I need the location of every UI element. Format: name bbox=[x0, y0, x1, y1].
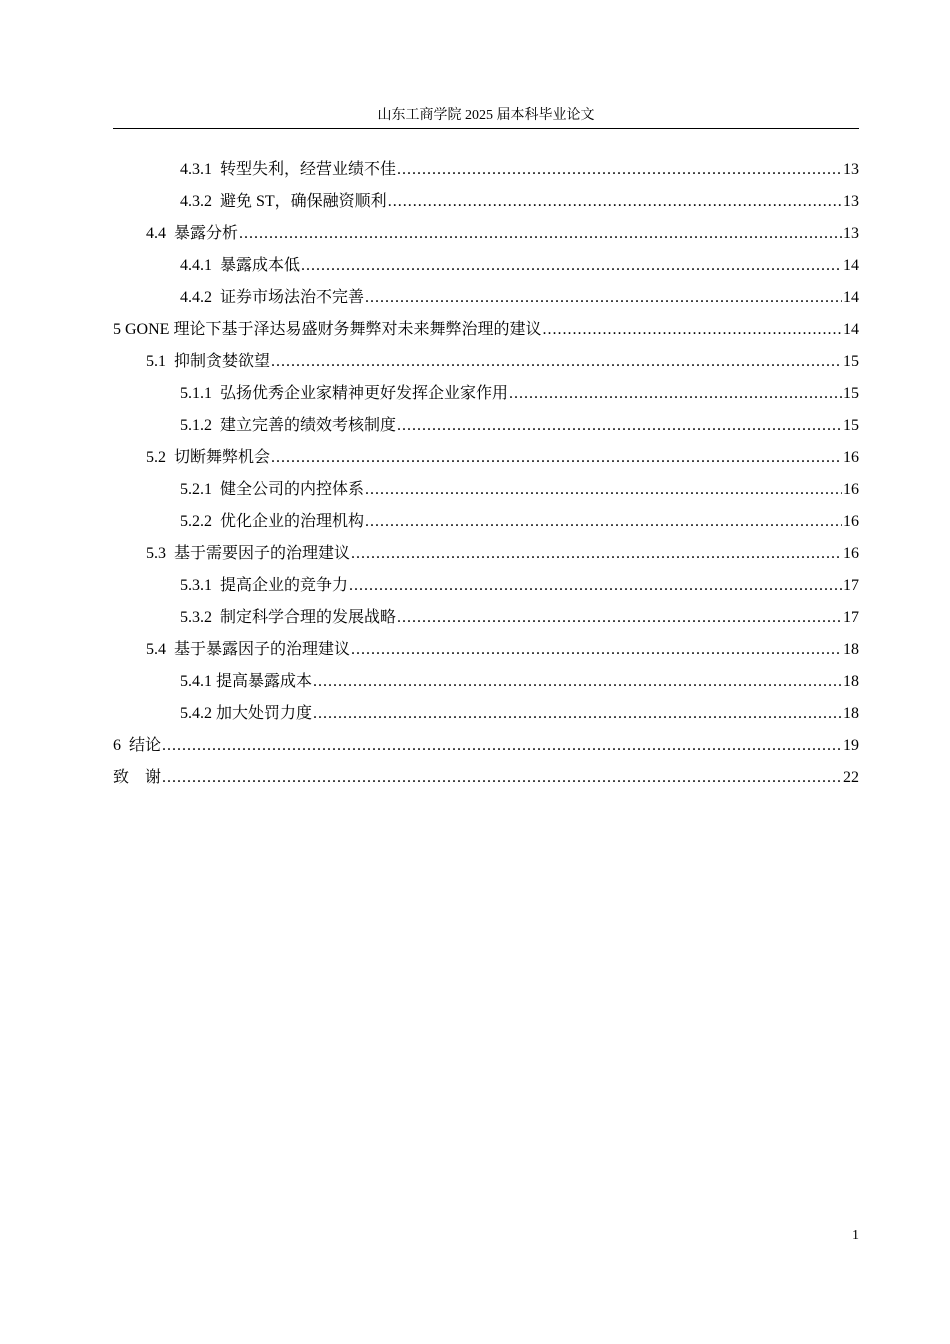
toc-entry-title: 结论 bbox=[129, 737, 162, 754]
toc-entry[interactable] bbox=[113, 602, 859, 634]
dot-leader bbox=[365, 282, 842, 314]
toc-entry[interactable] bbox=[113, 346, 859, 378]
toc-entry-title: 5 GONE 理论下基于泽达易盛财务舞弊对未来舞弊治理的建议 bbox=[113, 321, 542, 338]
dot-leader bbox=[301, 250, 842, 282]
toc-entry-page: 16 bbox=[843, 513, 859, 530]
toc-entry-label bbox=[180, 506, 364, 538]
toc-entry-label bbox=[113, 730, 161, 762]
toc-entry-label bbox=[180, 186, 387, 218]
toc-entry-page: 19 bbox=[843, 737, 859, 754]
toc-entry-number: 5.3.2 bbox=[180, 609, 212, 626]
toc-entry-label bbox=[180, 378, 508, 410]
toc-entry-number: 4.4.2 bbox=[180, 289, 212, 306]
toc-entry-label bbox=[180, 698, 312, 730]
toc-entry-number: 5.4 bbox=[146, 641, 166, 658]
dot-leader bbox=[388, 186, 842, 218]
toc-entry-label bbox=[113, 762, 161, 794]
page-number: 1 bbox=[852, 1228, 859, 1243]
toc-entry-label bbox=[180, 570, 348, 602]
toc-entry-page: 15 bbox=[843, 385, 859, 402]
toc-entry-label bbox=[180, 410, 396, 442]
toc-entry-number: 5.3.1 bbox=[180, 577, 212, 594]
toc-entry-title: 基于需要因子的治理建议 bbox=[174, 545, 351, 562]
toc-entry[interactable] bbox=[113, 378, 859, 410]
dot-leader bbox=[509, 378, 842, 410]
toc-entry-label bbox=[180, 666, 312, 698]
toc-entry-number: 4.3.1 bbox=[180, 161, 212, 178]
toc-entry-title: 切断舞弊机会 bbox=[174, 449, 271, 466]
toc-entry-page: 14 bbox=[843, 321, 859, 338]
toc-entry[interactable] bbox=[113, 538, 859, 570]
dot-leader bbox=[365, 474, 842, 506]
toc-entry-page: 17 bbox=[843, 609, 859, 626]
toc-entry-number: 5.2.1 bbox=[180, 481, 212, 498]
toc-entry[interactable] bbox=[113, 506, 859, 538]
toc-entry-label bbox=[146, 442, 270, 474]
toc-entry-page: 14 bbox=[843, 257, 859, 274]
dot-leader bbox=[542, 314, 842, 346]
toc-entry-title: 暴露成本低 bbox=[220, 257, 301, 274]
toc-entry[interactable] bbox=[113, 570, 859, 602]
dot-leader bbox=[365, 506, 842, 538]
toc-entry[interactable] bbox=[113, 730, 859, 762]
toc-entry-page: 18 bbox=[843, 641, 859, 658]
toc-entry-label bbox=[180, 474, 364, 506]
toc-entry-label bbox=[180, 250, 300, 282]
toc-entry-page: 15 bbox=[843, 353, 859, 370]
toc-entry-label bbox=[146, 218, 238, 250]
toc-entry-page: 13 bbox=[843, 161, 859, 178]
toc-entry-title: 5.4.2 加大处罚力度 bbox=[180, 705, 313, 722]
toc-entry[interactable] bbox=[113, 186, 859, 218]
toc-entry-title: 转型失利，经营业绩不佳 bbox=[220, 161, 397, 178]
toc-entry[interactable] bbox=[113, 218, 859, 250]
toc-entry-label bbox=[180, 282, 364, 314]
toc-entry-label bbox=[146, 538, 350, 570]
dot-leader bbox=[271, 346, 842, 378]
toc-entry-page: 13 bbox=[843, 225, 859, 242]
toc-entry-page: 18 bbox=[843, 673, 859, 690]
toc-entry-title: 抑制贪婪欲望 bbox=[174, 353, 271, 370]
dot-leader bbox=[271, 442, 842, 474]
toc-entry-page: 22 bbox=[843, 769, 859, 786]
dot-leader bbox=[351, 634, 842, 666]
toc-entry-number: 5.1.1 bbox=[180, 385, 212, 402]
toc-entry[interactable] bbox=[113, 410, 859, 442]
toc-entry-title: 5.4.1 提高暴露成本 bbox=[180, 673, 313, 690]
dot-leader bbox=[239, 218, 842, 250]
toc-entry-title: 避免 ST，确保融资顺利 bbox=[220, 193, 387, 210]
toc-entry-title: 优化企业的治理机构 bbox=[220, 513, 365, 530]
dot-leader bbox=[397, 602, 842, 634]
toc-entry-page: 16 bbox=[843, 449, 859, 466]
dot-leader bbox=[397, 410, 842, 442]
toc-entry[interactable] bbox=[113, 250, 859, 282]
toc-entry-title: 暴露分析 bbox=[174, 225, 239, 242]
toc-entry-label bbox=[180, 154, 396, 186]
header-rule bbox=[113, 128, 859, 129]
toc-entry-title: 致 谢 bbox=[113, 769, 162, 786]
toc-entry-page: 16 bbox=[843, 481, 859, 498]
toc-entry-page: 14 bbox=[843, 289, 859, 306]
toc-entry[interactable] bbox=[113, 474, 859, 506]
toc-entry[interactable] bbox=[113, 154, 859, 186]
dot-leader bbox=[313, 698, 842, 730]
toc-entry-page: 16 bbox=[843, 545, 859, 562]
dot-leader bbox=[397, 154, 842, 186]
toc-entry-title: 制定科学合理的发展战略 bbox=[220, 609, 397, 626]
toc-entry-number: 6 bbox=[113, 737, 121, 754]
toc-entry[interactable] bbox=[113, 314, 859, 346]
toc-entry-number: 5.2.2 bbox=[180, 513, 212, 530]
dot-leader bbox=[313, 666, 842, 698]
toc-entry-number: 5.3 bbox=[146, 545, 166, 562]
dot-leader bbox=[351, 538, 842, 570]
toc-entry[interactable] bbox=[113, 698, 859, 730]
dot-leader bbox=[162, 762, 842, 794]
running-header: 山东工商学院 2025 届本科毕业论文 bbox=[377, 108, 595, 123]
toc-entry-number: 5.2 bbox=[146, 449, 166, 466]
toc-entry-number: 5.1.2 bbox=[180, 417, 212, 434]
toc-entry-number: 5.1 bbox=[146, 353, 166, 370]
toc-entry-page: 13 bbox=[843, 193, 859, 210]
toc-entry[interactable] bbox=[113, 634, 859, 666]
toc-entry-title: 建立完善的绩效考核制度 bbox=[220, 417, 397, 434]
toc-entry-label bbox=[146, 346, 270, 378]
dot-leader bbox=[349, 570, 842, 602]
toc-entry[interactable] bbox=[113, 666, 859, 698]
dot-leader bbox=[162, 730, 842, 762]
toc-entry-page: 17 bbox=[843, 577, 859, 594]
toc-entry-title: 弘扬优秀企业家精神更好发挥企业家作用 bbox=[220, 385, 509, 402]
toc-entry[interactable] bbox=[113, 442, 859, 474]
toc-entry-label bbox=[113, 314, 541, 346]
toc-entry-title: 提高企业的竞争力 bbox=[220, 577, 349, 594]
toc-entry-number: 4.4.1 bbox=[180, 257, 212, 274]
toc-entry-title: 基于暴露因子的治理建议 bbox=[174, 641, 351, 658]
toc-entry-title: 健全公司的内控体系 bbox=[220, 481, 365, 498]
toc-entry-number: 4.3.2 bbox=[180, 193, 212, 210]
toc-entry-title: 证券市场法治不完善 bbox=[220, 289, 365, 306]
table-of-contents bbox=[113, 154, 859, 794]
toc-entry[interactable] bbox=[113, 762, 859, 794]
toc-entry-number: 4.4 bbox=[146, 225, 166, 242]
toc-entry[interactable] bbox=[113, 282, 859, 314]
toc-entry-label bbox=[146, 634, 350, 666]
toc-entry-label bbox=[180, 602, 396, 634]
toc-entry-page: 15 bbox=[843, 417, 859, 434]
toc-entry-page: 18 bbox=[843, 705, 859, 722]
